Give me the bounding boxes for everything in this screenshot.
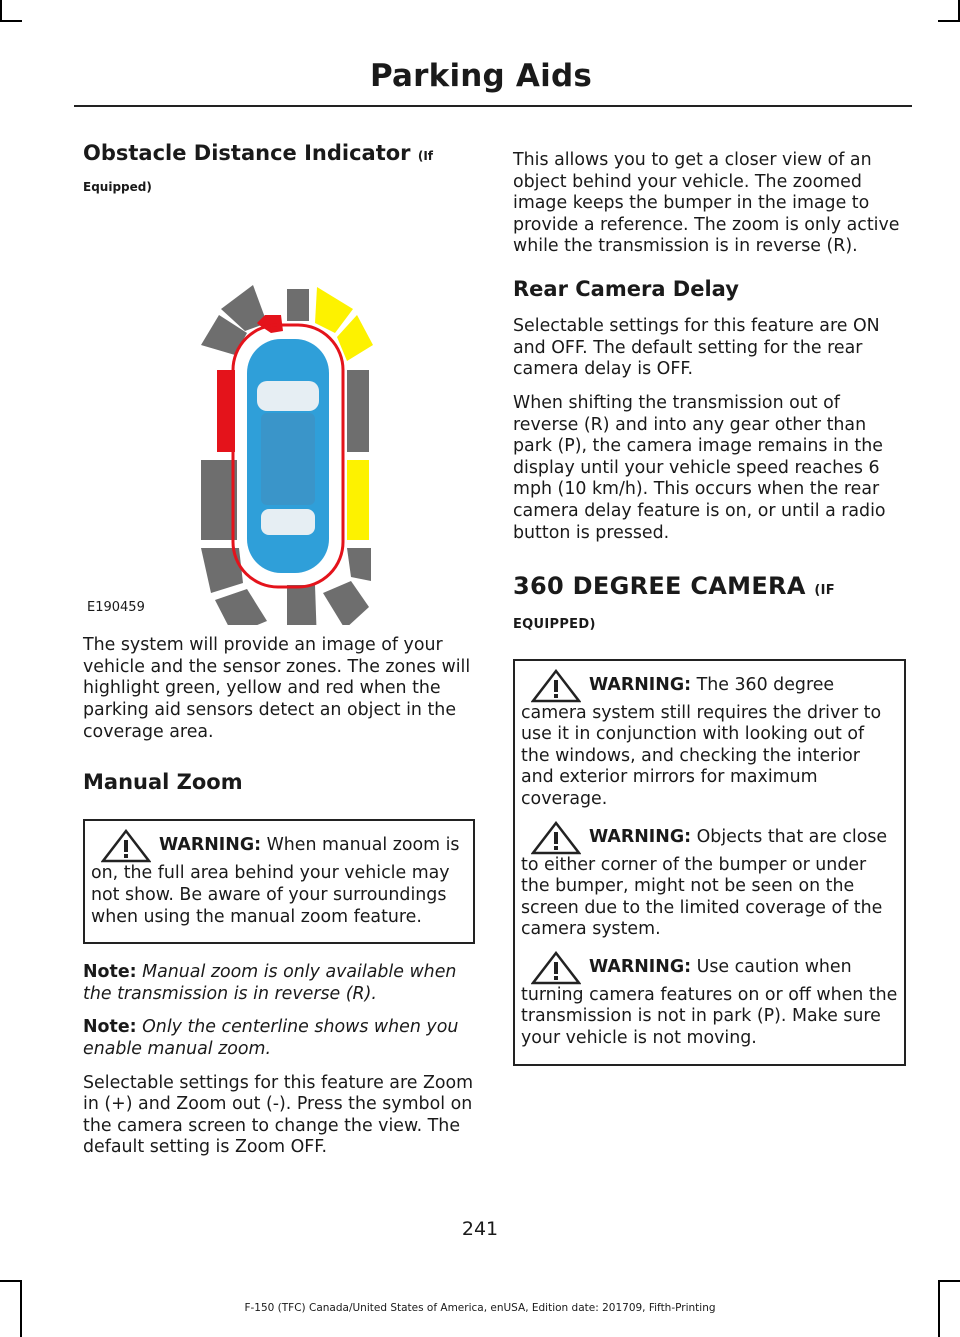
vehicle-rear-window [261, 509, 315, 535]
camera-360-warning-box [513, 659, 906, 1066]
crop-mark [0, 20, 22, 22]
page-title: Parking Aids [369, 58, 592, 94]
warning-text: When manual zoom is on, the full area behind your vehicle may not show. Be aware of your surroundings when using the manual zoom feature. [91, 835, 460, 927]
camera-360-heading: 360 DEGREE CAMERA (IF EQUIPPED) [513, 572, 906, 632]
zoom-continued-text: This allows you to get a closer view of an object behind your vehicle. The zoomed image keeps the bumper in the image to provide a reference. The zoom is only active while the transmission is in reverse (R). [513, 150, 900, 257]
odi-qualifier-cont: Equipped) [83, 180, 152, 195]
manual-zoom-warning-box [83, 819, 475, 944]
right-zone-1 [347, 370, 369, 452]
warning-icon [531, 675, 589, 703]
parking-sensor-figure [83, 205, 475, 625]
warning-icon [531, 827, 589, 855]
odi-qualifier: (If [417, 149, 434, 163]
note-1: Note: Manual zoom is only available when the transmission is in reverse (R). [83, 962, 457, 1004]
front-zone-center [287, 289, 309, 321]
rear-zone-left-mid [215, 589, 267, 625]
rear-zone-center [287, 585, 317, 625]
note-2: Note: Only the centerline shows when you enable manual zoom. [83, 1017, 459, 1060]
warning-label: WARNING: [589, 956, 692, 977]
rear-camera-delay-settings: Selectable settings for this feature are ON and OFF. The default setting for the rear camera delay is OFF. [513, 316, 880, 380]
rear-camera-delay-heading: Rear Camera Delay [513, 276, 739, 301]
note-label: Note: [83, 1017, 137, 1038]
manual-zoom-heading: Manual Zoom [83, 770, 243, 795]
left-column [83, 140, 475, 1159]
warning-label: WARNING: [589, 674, 692, 695]
warning-item [91, 835, 467, 928]
rear-camera-delay-behavior: When shifting the transmission out of reverse (R) and into any gear other than park (P), the camera image remains in the display until your vehicle speed reaches 6 mph (10 km/h). This occurs when the rear camera delay feature is on, or until a radio button is pressed. [513, 393, 886, 543]
warning-text: The 360 degree camera system still requires the driver to use it in conjunction with looking out of the windows, and checking the interior and exterior mirrors for maximum coverage. [521, 674, 882, 809]
figure-id: E190459 [87, 600, 145, 616]
camera-360-qualifier: (IF [814, 583, 835, 599]
warning-text: Use caution when turning camera features on or off when the transmission is not in park (P). Make sure your vehicle is not moving. [521, 956, 898, 1049]
footer-edition: F-150 (TFC) Canada/United States of America, enUSA, Edition date: 201709, Fifth-Printing [244, 1302, 716, 1314]
rear-zone-right-mid [323, 581, 369, 625]
warning-icon [101, 835, 159, 863]
page-number: 241 [461, 1218, 499, 1240]
vehicle-roof [261, 413, 315, 505]
warning-label: WARNING: [589, 826, 692, 847]
rear-zone-left-outer [201, 548, 243, 593]
camera-360-qualifier-cont: EQUIPPED) [513, 616, 596, 632]
right-column [513, 150, 906, 1066]
crop-mark [938, 20, 960, 22]
right-zone-2 [347, 460, 369, 540]
warning-icon [531, 957, 589, 985]
odi-heading: Obstacle Distance Indicator (If Equipped) [83, 140, 475, 195]
warning-item [521, 827, 898, 941]
vehicle-windshield [257, 381, 319, 411]
rear-zone-right-outer [347, 548, 371, 581]
header-divider [74, 105, 912, 107]
odi-description: The system will provide an image of your vehicle and the sensor zones. The zones will highlight green, yellow and red when the parking aid sensors detect an object in the coverage area. [83, 635, 471, 742]
manual-zoom-settings: Selectable settings for this feature are Zoom in (+) and Zoom out (-). Press the symbol on the camera screen to change the view. The default setting is Zoom OFF. [83, 1072, 474, 1158]
warning-item [521, 957, 898, 1050]
crop-mark [938, 1280, 960, 1282]
crop-mark [0, 0, 2, 22]
warning-item [521, 675, 898, 811]
sensor-zone-diagram [83, 205, 475, 625]
crop-mark [0, 1280, 22, 1282]
note-label: Note: [83, 962, 137, 983]
warning-text: Objects that are close to either corner of the bumper or under the bumper, might not be seen on the screen due to the limited coverage of the camera system. [521, 826, 888, 940]
warning-label: WARNING: [159, 835, 262, 856]
